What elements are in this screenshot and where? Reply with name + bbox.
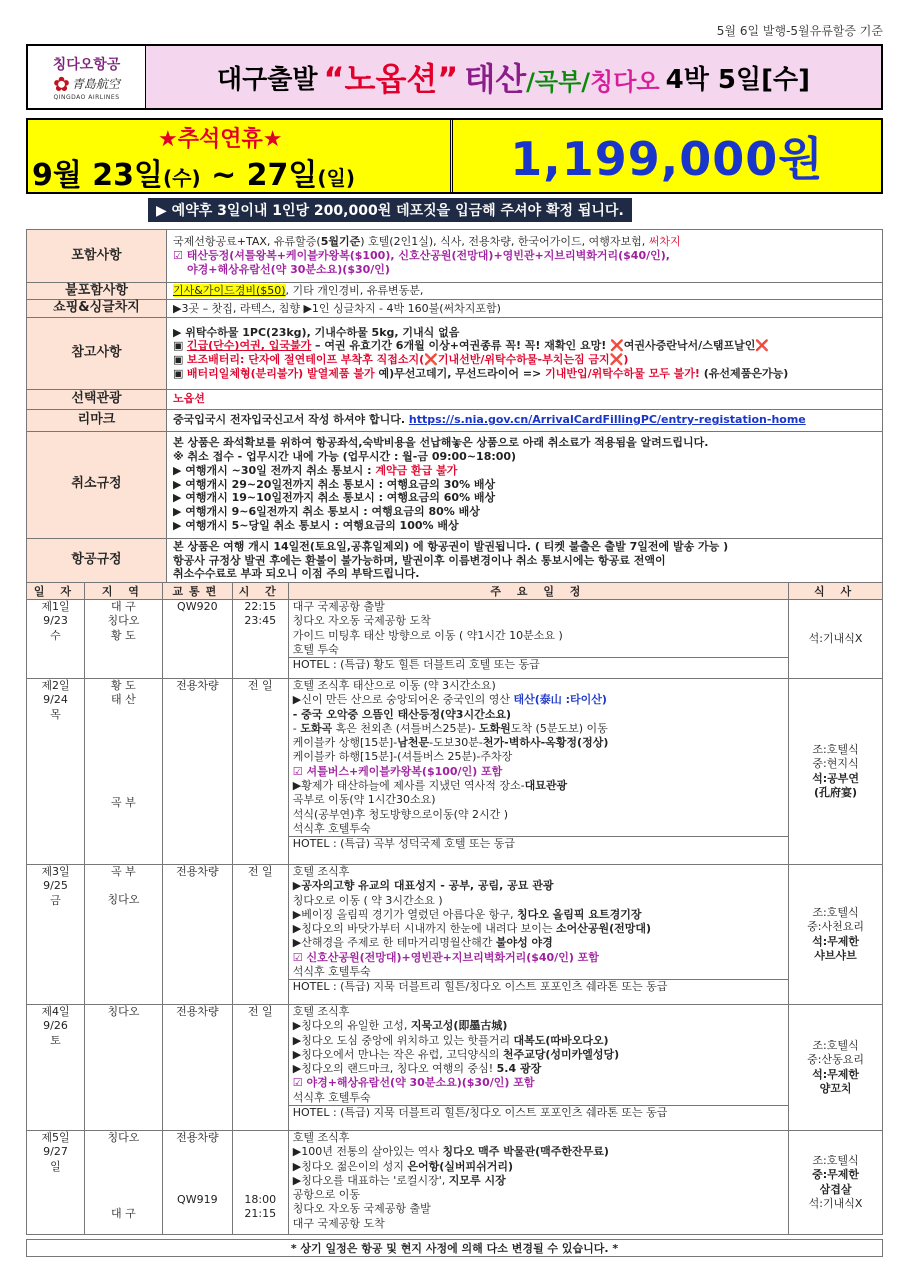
exclude-value: 기사&가이드경비($50), 기타 개인경비, 유류변동분, <box>167 283 883 300</box>
col-meal: 식 사 <box>789 583 883 600</box>
info-table <box>26 229 883 584</box>
shopping-value: ▶3곳 – 찻집, 라텍스, 침향 ▶1인 싱글차지 - 4박 160불(써차지포함) <box>167 300 883 317</box>
day-row-5: 제5일 9/27 일 칭다오 대 구 전용차량 QW919 18:00 21:15 호텔 조식후 ▶100년 전통의 살아있는 역사 칭다오 맥주 박물관(맥주한잔무료) ▶칭다오 젊은이의 성지 은어항(실버피쉬거리) ▶칭다오를 대표하는 '로컬시장', 지모루 시장 공항으로 이동 칭다오 자오동 국제공항 출발 대구 국제공항 도착 조:호텔식 중:무제한 삼겹살 석:기내식X <box>27 1131 883 1235</box>
issue-note: 5월 6일 발행-5월유류할증 기준 <box>716 24 883 38</box>
cancel-label: 취소규정 <box>27 431 167 538</box>
itinerary-table <box>26 582 883 1235</box>
day-row-3: 제3일 9/25 금 곡 부 칭다오 전용차량 전 일 호텔 조식후 ▶공자의고향 유교의 대표성지 - 공부, 공림, 공묘 관광 칭다오로 이동 ( 약 3시간소요 ) ▶베이징 올림픽 경기가 열렸던 아름다운 항구, 칭다오 올림픽 요트경기장 ▶칭다오의 바닷가부터 시내까지 한눈에 내려다 보이는 소어산공원(전망대) ▶산해경을 주제로 한 테마거리명월산해간 불야성 야경 ☑ 신호산공원(전망대)+영빈관+지브리벽화거리($40/인) 포함 석식후 호텔투숙 HOTEL : (특급) 지묵 더블트리 힐튼/칭다오 이스트 포포인츠 쉐라톤 또는 동급 조:호텔식 중:사천요리 석:무제한 샤브샤브 <box>27 865 883 1005</box>
include-value: 국제선항공료+TAX, 유류할증(5월기준) 호텔(2인1실), 식사, 전용차량, 한국어가이드, 여행자보험, 써차지 ☑ 태산등정(셔틀왕복+케이블카왕복($100), 신호산공원(전망대)+영빈관+지브리벽화거리($40/인), 야경+해상유람선(약 30분소요)($30/인) <box>167 230 883 283</box>
no-option-tag: “노옵션” <box>323 60 459 98</box>
footer-note: * 상기 일정은 항공 및 현지 사정에 의해 다소 변경될 수 있습니다. * <box>26 1239 883 1257</box>
logo-english: QINGDAO AIRLINES <box>53 93 120 101</box>
col-schedule: 주 요 일 정 <box>288 583 788 600</box>
day-row-1: 제1일 9/23 수 대 구 칭다오 황 도 QW920 22:15 23:45 대구 국제공항 출발 칭다오 자오동 국제공항 도착 가이드 미팅후 태산 방향으로 이동 ( 약1시간 10분소요 ) 호텔 투숙 HOTEL : (특급) 황도 힐튼 더블트리 호텔 또는 동급 석:기내식X <box>27 600 883 679</box>
flower-icon: ✿ <box>53 71 70 96</box>
day-row-4: 제4일 9/26 토 칭다오 전용차량 전 일 호텔 조식후 ▶칭다오의 유일한 고성, 지묵고성(即墨古城) ▶칭다오 도심 중앙에 위치하고 있는 핫플거리 대복도(따바오다오) ▶칭다오에서 만나는 작은 유럽, 고딕양식의 천주교당(성미카엘성당) ▶칭다오의 랜드마크, 칭다오 여행의 중심! 5.4 광장 ☑ 야경+해상유람선(약 30분소요)($30/인) 포함 석식후 호텔투숙 HOTEL : (특급) 지묵 더블트리 힐튼/칭다오 이스트 포포인츠 쉐라톤 또는 동급 조:호텔식 중:산동요리 석:무제한 양꼬치 <box>27 1005 883 1131</box>
reference-value: ▶ 위탁수하물 1PC(23kg), 기내수하물 5kg, 기내식 없음 ▣ 긴급(단수)여권, 입국불가 – 여권 유효기간 6개월 이상+여권종류 꼭! 꼭! 재확인 요망! ❌여권사증란낙서/스탬프날인❌ ▣ 보조배터리: 단자에 절연테이프 부착후 직접소지(❌기내선반/위탁수하물-부치는짐 금지❌) ▣ 배터리일체형(분리불가) 발열제품 불가 예)무선고데기, 무선드라이어 => 기내반입/위탁수하물 모두 불가! (유선제품은가능) <box>167 317 883 389</box>
arrival-card-link[interactable]: https://s.nia.gov.cn/ArrivalCardFillingPC/entry-registation-home <box>408 413 806 427</box>
hotel-day4: HOTEL : (특급) 지묵 더블트리 힐튼/칭다오 이스트 포포인츠 쉐라톤 또는 동급 <box>289 1105 788 1120</box>
airline-logo <box>28 46 146 108</box>
tour-title <box>146 46 881 108</box>
optional-tour-value: 노옵션 <box>167 389 883 409</box>
hotel-day1: HOTEL : (특급) 황도 힐튼 더블트리 호텔 또는 동급 <box>289 657 788 672</box>
reference-label: 참고사항 <box>27 317 167 389</box>
city-taishan: 태산 <box>464 60 527 98</box>
col-time: 시 간 <box>232 583 288 600</box>
include-label: 포함사항 <box>27 230 167 283</box>
col-region: 지 역 <box>84 583 162 600</box>
holiday-label: ★추석연휴★ <box>158 127 283 152</box>
exclude-label: 불포함사항 <box>27 283 167 300</box>
col-transport: 교통편 <box>162 583 232 600</box>
date-price-box <box>26 118 883 194</box>
deposit-notice: ▶ 예약후 3일이내 1인당 200,000원 데포짓을 입금해 주셔야 확정 됩니다. <box>148 198 632 222</box>
optional-tour-label: 선택관광 <box>27 389 167 409</box>
logo-korean: 칭다오항공 <box>52 56 121 73</box>
header-banner <box>26 44 883 110</box>
city-qufu: /곡부/ <box>526 68 591 96</box>
shopping-label: 쇼핑&싱글차지 <box>27 300 167 317</box>
airline-rule-value: 본 상품은 여행 개시 14일전(토요일,공휴일제외) 에 항공권이 발권됩니다. ( 티켓 불출은 출발 7일전에 발송 가능 ) 항공사 규정상 발권 후에는 환불이 불가능하며, 발권이후 이름변경이나 취소 통보시에는 항공료 전액이 취소수수료로 부과 되오니 이점 주의 부탁드립니다. <box>167 538 883 583</box>
hotel-day3: HOTEL : (특급) 지묵 더블트리 힐튼/칭다오 이스트 포포인츠 쉐라톤 또는 동급 <box>289 979 788 994</box>
hotel-day2: HOTEL : (특급) 곡부 성덕국제 호텔 또는 동급 <box>289 836 788 851</box>
tour-duration: 4박 5일[수] <box>665 64 810 95</box>
remark-label: 리마크 <box>27 409 167 431</box>
cancel-value: 본 상품은 좌석확보를 위하여 항공좌석,숙박비용을 선납해놓은 상품으로 아래 취소료가 적용됨을 알려드립니다. ※ 취소 접수 - 업무시간 내에 가능 (업무시간 : 월-금 09:00~18:00) ▶ 여행개시 ~30일 전까지 취소 통보시 : 계약금 환급 불가 ▶ 여행개시 29~20일전까지 취소 통보시 : 여행요금의 30% 배상 ▶ 여행개시 19~10일전까지 취소 통보시 : 여행요금의 60% 배상 ▶ 여행개시 9~6일전까지 취소 통보시 : 여행요금의 80% 배상 ▶ 여행개시 5~당일 취소 통보시 : 여행요금의 100% 배상 <box>167 431 883 538</box>
departure-city: 대구출발 <box>217 64 318 95</box>
airline-rule-label: 항공규정 <box>27 538 167 583</box>
city-qingdao: 칭다오 <box>590 68 660 96</box>
travel-dates: 9월 23일(수) ~ 27일(일) <box>32 158 356 193</box>
tour-price: 1,199,000원 <box>510 132 824 186</box>
logo-chinese: 青島航空 <box>71 77 120 91</box>
remark-value: 중국입국시 전자입국신고서 작성 하셔야 합니다. https://s.nia.gov.cn/ArrivalCardFillingPC/entry-registation-home <box>167 409 883 431</box>
day-row-2: 제2일 9/24 목 황 도 태 산 곡 부 전용차량 전 일 호텔 조식후 태산으로 이동 (약 3시간소요) ▶신이 만든 산으로 숭앙되어온 중국인의 영산 태산(泰山 :타이산) - 중국 오악중 으뜸인 태산등정(약3시간소요) - 도화곡 혹은 천외촌 (셔틀버스25분)- 도화원도착 (5분도보) 이동 케이블카 상행[15분]-남천문-도보30분-천가-벽하사-옥황정(정상) 케이블카 하행[15분]-(셔틀버스 25분)-주차장 ☑ 셔틀버스+케이블카왕복($100/인) 포함 ▶황제가 태산하늘에 제사를 지냈던 역사적 장소-대묘관광 곡부로 이동(약 1시간30소요) 석식(공부연)후 청도방향으로이동(약 2시간 ) 석식후 호텔투숙 HOTEL : (특급) 곡부 성덕국제 호텔 또는 동급 조:호텔식 중:현지식 석:공부연 (孔府宴) <box>27 679 883 865</box>
col-date: 일 자 <box>27 583 85 600</box>
